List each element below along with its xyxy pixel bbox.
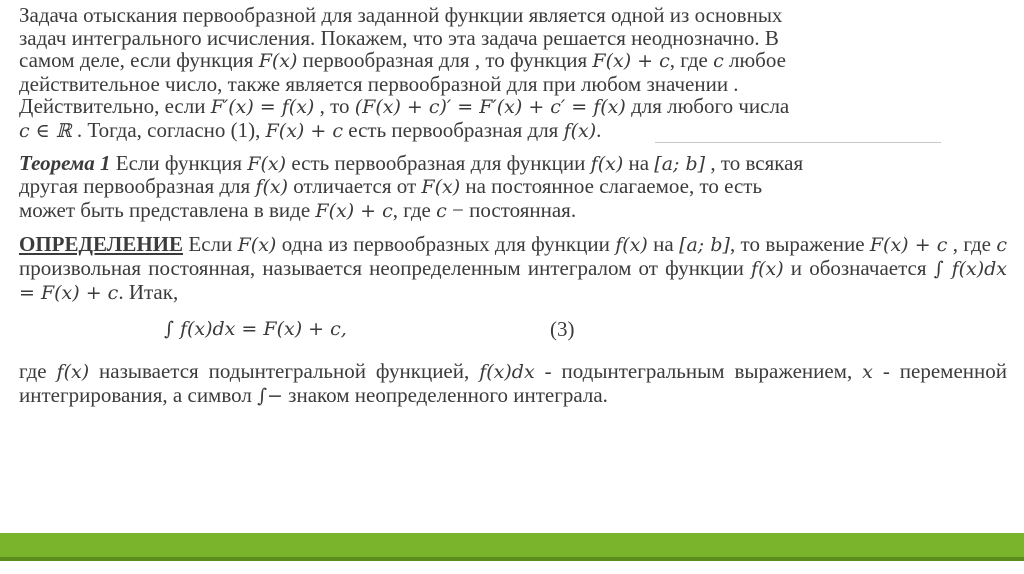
intro-paragraph: [19, 4, 1007, 143]
math-integral-eq: ∫ f(x)dx = F(x) + c: [19, 257, 1008, 304]
math-F-of-x: F(x): [247, 152, 287, 175]
math-integral-symbol: ∫−: [257, 384, 283, 407]
math-x: x: [862, 361, 873, 384]
intro-line-1: Задача отыскания первообразной для заданной функции является одной из основных: [19, 3, 783, 27]
math-f-dx: f(x)dx: [479, 361, 535, 384]
text-run: есть первообразная для функции: [286, 150, 591, 175]
math-f-of-x: f(x): [56, 361, 90, 384]
text-run: интегралом от функции: [527, 255, 752, 280]
definition-label: ОПРЕДЕЛЕНИЕ: [19, 232, 184, 257]
math-c: c: [996, 234, 1008, 257]
text-run: , то: [314, 94, 355, 119]
text-run: на постоянное слагаемое, то есть: [460, 174, 763, 199]
text-run: . Итак,: [118, 279, 179, 304]
text-run: Действительно, если: [19, 94, 211, 119]
math-F-of-x: F(x): [258, 50, 298, 73]
text-run: знаком неопределенного: [282, 382, 508, 407]
text-run: отличается от: [288, 174, 422, 199]
theorem-label: Теорема 1: [19, 150, 111, 175]
intro-line-6: [19, 118, 601, 142]
math-F-plus-c: F(x) + c: [869, 234, 948, 257]
intro-line-2: задач интегрального исчисления. Покажем, что эта задача решается неоднозначно. В: [19, 25, 779, 50]
text-run: выражение: [765, 232, 870, 257]
text-run: самом деле, если функция: [19, 48, 259, 73]
display-equation: [19, 318, 1007, 348]
math-f-of-x: f(x): [255, 176, 289, 199]
math-F-plus-c: F(x) + c: [265, 119, 343, 142]
text-run: .: [596, 117, 602, 142]
text-run: Если функция: [110, 150, 248, 175]
math-interval: [a; b]: [654, 152, 706, 175]
text-run: может быть представлена в виде: [19, 197, 316, 222]
math-f-of-x: f(x): [751, 257, 784, 280]
text-run: , где: [392, 197, 437, 222]
text-run: на: [647, 232, 680, 257]
text-run: одна из первообразных для функции: [276, 232, 616, 257]
intro-line-3: [19, 48, 786, 72]
math-c-in-R: c ∈ ℝ: [19, 119, 72, 142]
text-run: первообразная для , то функция: [297, 48, 593, 73]
math-f-of-x: f(x): [563, 119, 597, 142]
text-run: , то: [729, 232, 760, 257]
footer-accent-bar: [0, 533, 1024, 557]
intro-line-4: действительное число, также является первообразной для при любом значении .: [19, 71, 739, 96]
math-f-of-x: f(x): [615, 234, 648, 257]
text-run: - подынтегральным: [534, 359, 725, 384]
footer-accent-strip: [0, 557, 1024, 561]
slide-content: [19, 4, 1007, 407]
math-derivative-chain: (F(x) + c)′ = F′(x) + c′ = f(x): [354, 96, 626, 119]
text-run: - переменной интегрирования, а символ: [19, 359, 1007, 407]
math-c: c: [713, 50, 724, 73]
math-f-of-x: f(x): [590, 152, 624, 175]
text-run: называется подынтегральной функцией,: [89, 359, 480, 384]
text-run: где: [19, 359, 57, 384]
math-F-plus-c: F(x) + c: [592, 50, 670, 73]
text-run: и обозначается: [783, 255, 934, 280]
text-run: Если: [183, 232, 238, 257]
math-derivative-eq: F′(x) = f(x): [210, 96, 315, 119]
math-c: c: [436, 199, 447, 222]
divider-line: [655, 142, 941, 143]
text-run: другая первообразная для: [19, 174, 256, 199]
text-run: − постоянная.: [446, 197, 577, 222]
text-run: есть первообразная для: [343, 117, 564, 142]
text-run: произвольная постоянная, называется неопределенным: [19, 255, 521, 280]
text-run: любое: [723, 48, 786, 73]
text-run: выражением,: [734, 359, 863, 384]
math-F-of-x: F(x): [237, 234, 277, 257]
text-run: . Тогда, согласно (1),: [71, 117, 266, 142]
terminology-paragraph: [19, 360, 1007, 407]
text-run: , то всякая: [705, 150, 804, 175]
text-run: для любого числа: [625, 94, 790, 119]
text-run: на: [623, 150, 655, 175]
math-interval: [a; b]: [679, 234, 730, 257]
text-run: , где: [669, 48, 714, 73]
theorem-paragraph: [19, 152, 1007, 223]
text-run: интеграла.: [513, 382, 608, 407]
equation-number: (3): [550, 317, 575, 342]
definition-paragraph: [19, 233, 1007, 304]
math-F-of-x: F(x): [421, 176, 461, 199]
display-formula: ∫ f(x)dx = F(x) + c,: [164, 318, 347, 341]
text-run: , где: [947, 232, 997, 257]
intro-line-5: [19, 94, 789, 118]
math-F-plus-c: F(x) + c: [315, 199, 393, 222]
